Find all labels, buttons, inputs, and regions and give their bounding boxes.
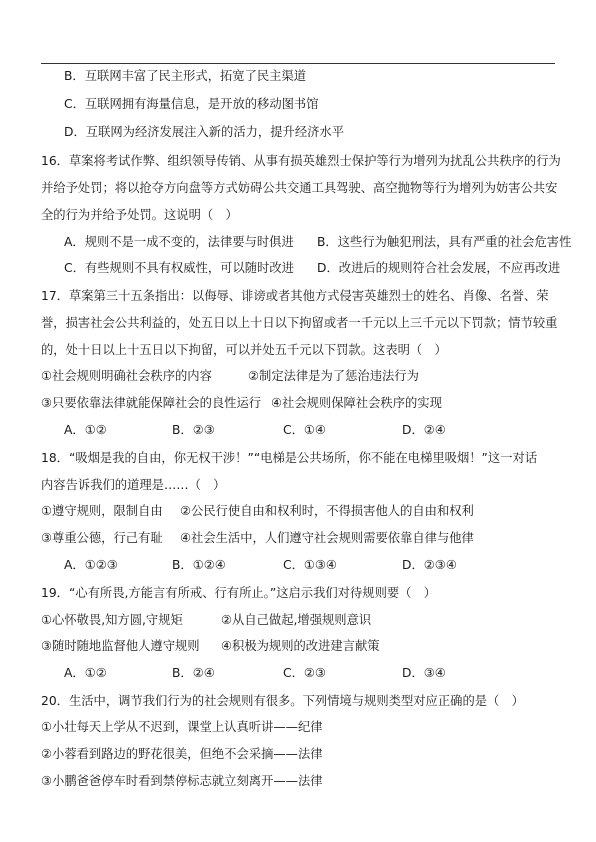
q18-statement-2: ②公民行使自由和权利时，不得损害他人的自由和权利 xyxy=(180,504,474,518)
q17-option-b: B．②③ xyxy=(172,423,215,437)
q16-option-b: B．这些行为触犯刑法，具有严重的社会危害性 xyxy=(317,235,572,249)
q18-option-c: C．①③④ xyxy=(283,558,337,572)
q19-option-c: C．②③ xyxy=(283,666,326,680)
q18-option-a: A．①②③ xyxy=(64,558,118,572)
q20-item-1: ①小壮每天上学从不迟到，课堂上认真听讲——纪律 xyxy=(41,720,323,734)
q18-statement-3: ③尊重公德，行己有耻 xyxy=(41,531,163,545)
q17-option-a: A．①② xyxy=(64,423,107,437)
q16-option-d: D．改进后的规则符合社会发展，不应再改进 xyxy=(317,261,561,275)
q17-stem-line2: 誉，损害社会公共利益的，处五日以上十日以下拘留或者一千元以上三千元以下罚款；情节较重 xyxy=(41,316,558,330)
q19-statement-4: ④积极为规则的改进建言献策 xyxy=(221,639,380,653)
q19-statement-1: ①心怀敬畏,知方圆,守规矩 xyxy=(41,613,183,627)
q17-statement-1: ①社会规则明确社会秩序的内容 xyxy=(41,369,212,383)
header-rule xyxy=(41,63,555,64)
q18-statement-1: ①遵守规则，限制自由 xyxy=(41,504,163,518)
q20-item-3: ③小鹏爸爸停车时看到禁停标志就立刻离开——法律 xyxy=(41,774,323,788)
q20-stem-line1: 20．生活中，调节我们行为的社会规则有很多。下列情境与规则类型对应正确的是（ ） xyxy=(41,694,524,708)
q16-option-c: C．有些规则不具有权威性，可以随时改进 xyxy=(64,261,294,275)
q18-stem-line1: 18．“吸烟是我的自由，你无权干涉！”“电梯是公共场所，你不能在电梯里吸烟！”这一对话 xyxy=(41,451,538,465)
q18-statement-4: ④社会生活中，人们遵守社会规则需要依靠自律与他律 xyxy=(180,531,474,545)
q19-option-d: D．③④ xyxy=(402,666,446,680)
q17-option-d: D．②④ xyxy=(402,423,446,437)
q17-statement-4: ④社会规则保障社会秩序的实现 xyxy=(271,396,442,410)
q17-statement-2: ②制定法律是为了惩治违法行为 xyxy=(248,369,419,383)
q19-option-a: A．①② xyxy=(64,666,107,680)
q19-option-b: B．②④ xyxy=(172,666,215,680)
q18-option-d: D．②③④ xyxy=(402,558,457,572)
q16-stem-line2: 并给予处罚；将以抢夺方向盘等方式妨碍公共交通工具驾驶、高空抛物等行为增列为妨害公共安 xyxy=(41,181,558,195)
q17-stem-line3: 的，处十日以上十五日以下拘留，可以并处五千元以下罚款。这表明（ ） xyxy=(41,343,447,357)
q17-stem-line1: 17．草案第三十五条指出：以侮辱、诽谤或者其他方式侵害英雄烈士的姓名、肖像、名誉、荣 xyxy=(41,289,549,303)
q15-option-d: D．互联网为经济发展注入新的活力，提升经济水平 xyxy=(64,125,345,139)
q16-option-a: A．规则不是一成不变的，法律要与时俱进 xyxy=(64,235,294,249)
q19-statement-3: ③随时随地监督他人遵守规则 xyxy=(41,639,200,653)
q18-stem-line2: 内容告诉我们的道理是……（ ） xyxy=(41,478,226,492)
q20-item-2: ②小蓉看到路边的野花很美，但绝不会采摘——法律 xyxy=(41,747,323,761)
q18-option-b: B．①②④ xyxy=(172,558,226,572)
q17-statement-3: ③只要依靠法律就能保障社会的良性运行 xyxy=(41,396,262,410)
q17-option-c: C．①④ xyxy=(283,423,326,437)
q19-stem-line1: 19．“心有所畏,方能言有所戒、行有所止。”这启示我们对待规则要（ ） xyxy=(41,586,437,600)
q16-stem-line3: 全的行为并给予处罚。这说明（ ） xyxy=(41,208,238,222)
q16-stem-line1: 16．草案将考试作弊、组织领导传销、从事有损英雄烈士保护等行为增列为扰乱公共秩序的行为 xyxy=(41,154,561,168)
q15-option-b: B．互联网丰富了民主形式，拓宽了民主渠道 xyxy=(64,69,307,83)
q19-statement-2: ②从自己做起,增强规则意识 xyxy=(221,613,372,627)
q15-option-c: C．互联网拥有海量信息，是开放的移动图书馆 xyxy=(64,97,319,111)
